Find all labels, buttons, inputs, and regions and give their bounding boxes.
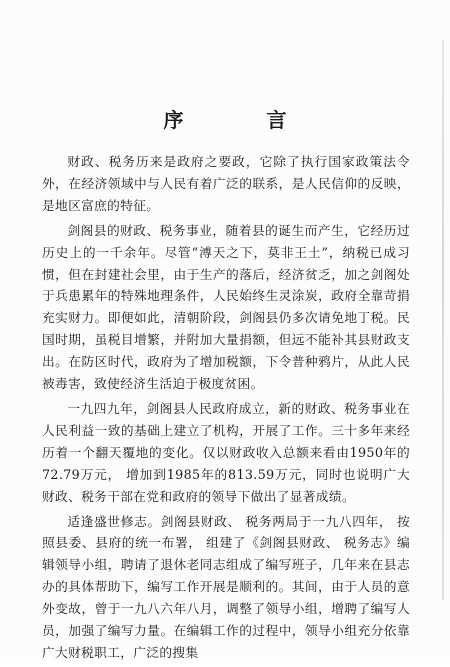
- document-body: [42, 151, 410, 667]
- page-title: 序 言: [163, 108, 325, 132]
- paragraph-4: 适逢盛世修志。剑阁县财政、 税务两局于一九八四年， 按照县委、县府的统一布署， 组建了《剑阁县财政、 税务志》编辑领导小组，聘请了退休老同志组成了编写班子，几年来在县志办的具体帮助下，编写工作开展是顺利的。其间，由于人员的意外变故，曾于一九八六年八月，调整了领导小组，增聘了编写人员，加强了编写力量。在编辑工作的过程中，领导小组充分依靠广大财税职工，广泛的搜集: [42, 513, 410, 660]
- paragraph-2: 剑阁县的财政、税务事业，随着县的诞生而产生，它经历过历史上的一千余年。尽管“溥天之下，莫非王土”，纳税已成习惯，但在封建社会里，由于生产的落后，经济贫乏，加之剑阁处于兵患累年的特殊地理条件，人民始终生灵涂炭，政府全靠苛捐充实财力。即便如此，清朝阶段，剑阁县仍多次请免地丁税。民国时期，虽税目增繁，并附加大量捐额，但远不能补其县财政支出。在防区时代，政府为了增加税额，下令普种鸦片，从此人民被毒害，致使经济生活迫于极度贫困。: [42, 222, 410, 392]
- paragraph-3: 一九四九年，剑阁县人民政府成立，新的财政、税务事业在人民利益一致的基础上建立了机构，开展了工作。三十多年来经历着一个翻天覆地的变化。仅以财政收入总额来看由1950年的72.79万元， 增加到1985年的813.59万元，同时也说明广大财政、税务干部在党和政府的领导下做出了显著成绩。: [42, 400, 410, 504]
- paragraph-1: 财政、税务历来是政府之要政，它除了执行国家政策法令外，在经济领域中与人民有着广泛的联系，是人民信仰的反映，是地区富庶的特征。: [42, 154, 410, 213]
